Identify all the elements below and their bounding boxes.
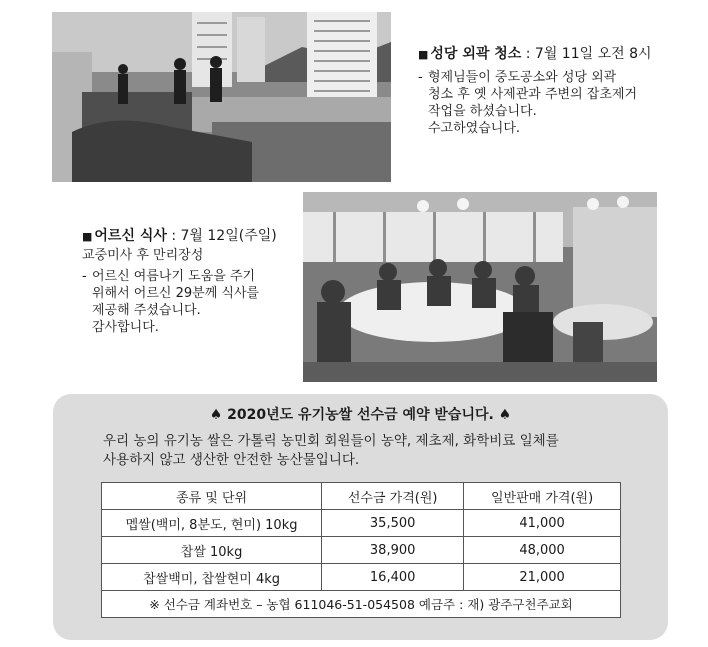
rice-notice-description: 우리 농의 유기농 쌀은 가톨릭 농민회 회원들이 농약, 제초제, 화학비료 일체를 사용하지 않고 생산한 안전한 농산물입니다. [103, 433, 559, 468]
account-footnote: ※ 선수금 계좌번호 – 농협 611046-51-054508 예금주 : 재) 광주구천주교회 [102, 591, 621, 618]
elder-meal-notice [82, 228, 297, 336]
rice-price-table [101, 482, 621, 618]
photo-church-cleanup [52, 12, 391, 182]
organic-rice-notice [53, 394, 668, 640]
cleanup-title: ■ 성당 외곽 청소 : 7월 11일 오전 8시 [418, 46, 652, 62]
account-footnote-row [102, 591, 621, 618]
table-row: 찹쌀 10kg 38,900 48,000 [102, 537, 621, 564]
elder-meal-subtitle: 교중미사 후 만리장성 [82, 248, 204, 263]
rice-notice-title: ♠ 2020년도 유기농쌀 선수금 예약 받습니다. ♠ [209, 407, 512, 423]
header-type: 종류 및 단위 [102, 483, 322, 510]
cleanup-notice [418, 46, 698, 137]
cleanup-note: - 형제님들이 중도공소와 성당 외곽 청소 후 옛 사제관과 주변의 잡초제거 작업을 하셨습니다. 수고하였습니다. [418, 70, 638, 136]
elder-meal-title: ■ 어르신 식사 : 7월 12일(주일) [82, 228, 277, 244]
table-header-row [102, 483, 621, 510]
table-row: 찹쌀백미, 찹쌀현미 4kg 16,400 21,000 [102, 564, 621, 591]
photo-elder-meal [303, 192, 657, 382]
table-row: 멥쌀(백미, 8분도, 현미) 10kg 35,500 41,000 [102, 510, 621, 537]
square-bullet-icon: ■ [418, 48, 429, 61]
header-retail-price: 일반판매 가격(원) [464, 483, 621, 510]
header-advance-price: 선수금 가격(원) [322, 483, 464, 510]
square-bullet-icon: ■ [82, 230, 93, 243]
elder-meal-note: - 어르신 여름나기 도움을 주기 위해서 어르신 29분께 식사를 제공해 주셨습니다. 감사합니다. [82, 269, 260, 335]
